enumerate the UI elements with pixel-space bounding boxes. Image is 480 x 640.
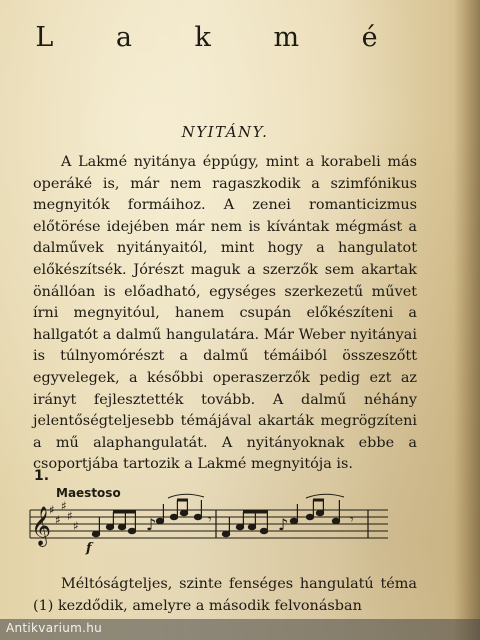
key-signature-icon — [49, 499, 79, 533]
svg-text:♯: ♯ — [61, 499, 67, 513]
svg-text:♪: ♪ — [146, 515, 157, 534]
slur-marks — [168, 494, 344, 498]
page-title: L a k m é — [35, 22, 405, 53]
svg-text:𝄾: 𝄾 — [350, 512, 354, 528]
main-paragraph: A Lakmé nyitánya éppúgy, mint a korabeli más operáké is, már nem ragaszkodik a szimfónikus megnyitók formáihoz. A zenei romanticizmus előtörése idejében már nem is kívántak mégmást a dalművek nyitányaitól, mint hogy a hangulatot előkészítsék. Jórészt maguk a szerzők sem akartak önállóan is előadható, egységes szerkezetű művet írni megnyitóul, hanem csupán előkészíteni a hallgatót a dalmű hangulatára. Már Weber nyitányai is túlnyomórészt a dalmű témáiból összeszőtt egyvelegek, a későbbi operaszerzők pedig ezt az irányt fejlesztették tovább. A dalmű néhány jelentőségteljesebb témájával akarták megrögzíteni a mű alaphangulatát. A nyitányoknak ebbe a csoportjába tartozik a Lakmé megnyitója is. — [33, 154, 417, 473]
tempo-marking: Maestoso — [56, 486, 121, 500]
treble-clef-icon: 𝄞 — [31, 506, 52, 546]
music-staff — [28, 490, 390, 560]
dynamic-forte: f — [86, 541, 92, 556]
section-heading: NYITÁNY. — [181, 123, 269, 141]
watermark-text: Antikvarium.hu — [6, 621, 103, 635]
svg-text:𝄾: 𝄾 — [208, 512, 212, 528]
svg-text:♯: ♯ — [73, 519, 79, 533]
note-group — [92, 500, 368, 538]
svg-text:♪: ♪ — [278, 515, 289, 534]
svg-text:♯: ♯ — [49, 503, 55, 517]
watermark-bar — [0, 619, 480, 640]
page-edge-shadow — [454, 0, 480, 640]
svg-text:♯: ♯ — [67, 509, 73, 523]
svg-text:♯: ♯ — [55, 513, 61, 527]
music-example-number: 1. — [34, 468, 50, 484]
continuation-paragraph: Méltóságteljes, szinte fenséges hangulatú téma (1) kezdődik, amelyre a második felvonásban — [33, 576, 417, 614]
